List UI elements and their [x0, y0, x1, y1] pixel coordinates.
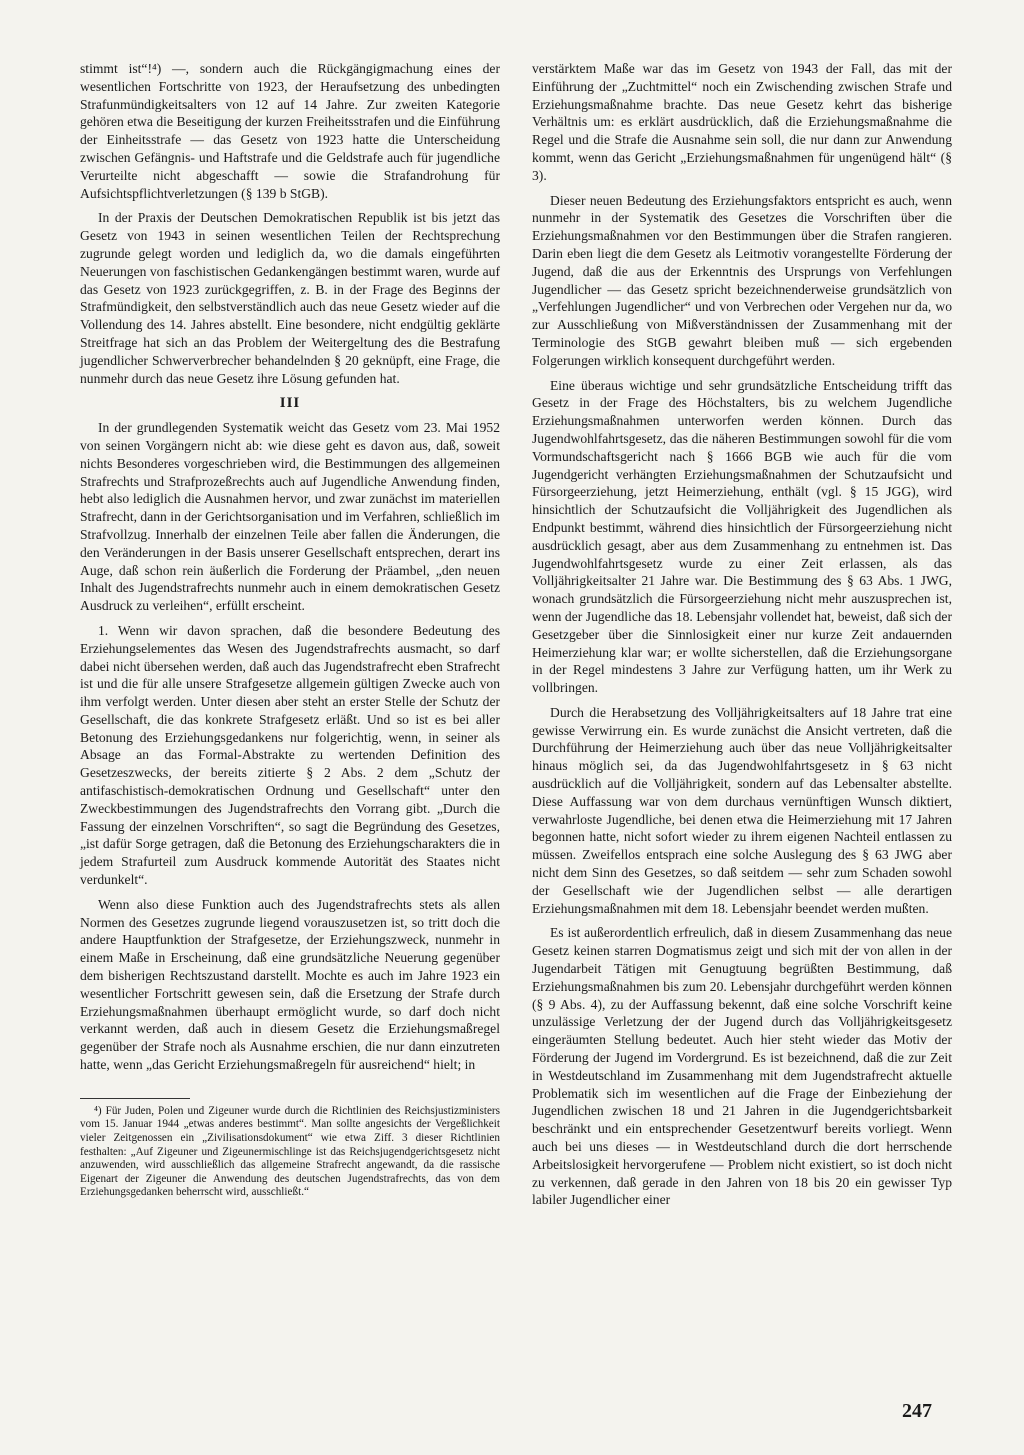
page-number: 247 — [902, 1400, 932, 1422]
paragraph: verstärktem Maße war das im Gesetz von 1943 der Fall, das mit der Einführung der „Zuchtmittel“ noch ein Zwischending zwischen Strafe und Erziehungsmaßnahme brachte. Das neue Gesetz kehrt das bisherige Verhältnis um: es erklärt ausdrücklich, daß die Erziehungsmaßnahme die Regel und die Strafe die Ausnahme sein soll, die nur dann zur Anwendung kommt, wenn das Gericht „Erziehungsmaßnahmen für ungenügend hält“ (§ 3). — [532, 61, 952, 183]
paragraph: In der Praxis der Deutschen Demokratischen Republik ist bis jetzt das Gesetz von 1943 in seinen wesentlichen Teilen der Rechtsprechung zugrunde gelegt worden und lediglich da, wo die damals eingeführten Neuerungen von faschistischen Gedankengängen bestimmt waren, wurde auf das Gesetz von 1923 zurückgegriffen, z. B. in der Frage des Beginns der Strafmündigkeit, den selbstverständlich auch das neue Gesetz wieder auf die Vollendung des 14. Jahres abstellt. Eine besondere, nicht endgültig geklärte Streitfrage hat sich an das Problem der Weitergeltung des die Bestrafung jugendlicher Schwerverbrecher behandelnden § 20 geknüpft, eine Frage, die nunmehr durch das neue Gesetz ihre Lösung gefunden hat. — [80, 210, 500, 386]
text-columns — [80, 60, 952, 1216]
footnote-text: ⁴) Für Juden, Polen und Zigeuner wurde durch die Richtlinien des Reichsjustizministers vom 15. Januar 1944 „etwas anderes bestimmt“. Man sollte angesichts der Vergeßlichkeit vieler Zeitgenossen ein „Zivilisationsdokument“ wie etwa Ziff. 3 dieser Richtlinien festhalten: „Auf Zigeuner und Zigeunermischlinge ist das Reichsjugendgerichtsgesetz nicht anzuwenden, wird ausschließlich das allgemeine Strafrecht angewandt, da die rassische Eigenart der Zigeuner die Anwendung des deutschen Jugendstrafrechts, das von dem Erziehungsgedanken beherrscht wird, ausschließt.“ — [80, 1104, 500, 1199]
paragraph: Es ist außerordentlich erfreulich, daß in diesem Zusammenhang das neue Gesetz keinen starren Dogmatismus zeigt und sich mit der von allen in der Jugendarbeit Tätigen mit Genugtuung begrüßten Bestimmung, daß Erziehungsmaßnahmen bis zum 20. Lebensjahr durchgeführt werden können (§ 9 Abs. 4), zu der Auffassung bekennt, daß eine solche Vorschrift keine unzulässige Verletzung der der Jugend durch das Volljährigkeitsgesetz eingeräumten Stellung bedeutet. Auch hier steht wieder das Motiv der Förderung der Jugend im Vordergrund. Es ist bezeichnend, daß die zur Zeit in Westdeutschland im Zusammenhang mit dem Jugendstrafrecht aktuelle Problematik sich im wesentlichen auf die Frage der Einbeziehung der Jugendlichen zwischen 18 und 21 Jahren in die Jugendgerichtsbarkeit beschränkt und ein entsprechender Gesetzentwurf bereits vorliegt. Wenn auch bei uns dieses — in Westdeutschland durch die dort herrschende Arbeitslosigkeit hervorgerufene — Problem nicht existiert, so ist doch nicht zu verkennen, daß gerade in den Jahren von 18 bis 20 ein gewisser Typ labiler Jugendlicher einer — [532, 925, 952, 1208]
paragraph: stimmt ist“!⁴) —, sondern auch die Rückgängigmachung eines der wesentlichen Fortschritte von 1923, der Heraufsetzung des unbedingten Strafunmündigkeitsalters von 12 auf 14 Jahre. Zur zweiten Kategorie gehören etwa die Beseitigung der kurzen Freiheitsstrafen und die Einführung der Einheitsstrafe — das Gesetz von 1923 hatte die Unterscheidung zwischen Gefängnis- und Haftstrafe und die Geldstrafe auch für jugendliche Verurteilte nicht abgeschafft — sowie die Strafandrohung für Aufsichtspflichtverletzungen (§ 139 b StGB). — [80, 61, 500, 201]
paragraph: In der grundlegenden Systematik weicht das Gesetz vom 23. Mai 1952 von seinen Vorgängern nicht ab: wie diese geht es davon aus, daß, soweit nichts Besonderes vorgeschrieben wird, die Bestimmungen des allgemeinen Strafrechts und Strafprozeßrechts auch auf Jugendliche Anwendung finden, hebt also lediglich die Ausnahmen hervor, und zwar zunächst im materiellen Strafrecht, dann in der Gerichtsorganisation und im Verfahren, schließlich im Strafvollzug. Innerhalb der einzelnen Teile aber fallen die Änderungen, die den Veränderungen in der Basis unserer Gesellschaft entsprechen, derart ins Auge, daß schon rein äußerlich die Forderung der Präambel, „den neuen Inhalt des Jugendstrafrechts nunmehr auch in einem demokratischen Gesetz Ausdruck zu verleihen“, erfüllt erscheint. — [80, 420, 500, 614]
paragraph: Wenn also diese Funktion auch des Jugendstrafrechts stets als allen Normen des Gesetzes zugrunde liegend vorauszusetzen ist, so tritt doch die andere Hauptfunktion der Strafgesetze, der Erziehungszweck, nunmehr in einem Maße in Erscheinung, daß eine grundsätzliche Neuerung gegenüber dem bisherigen Rechtszustand darstellt. Mochte es auch im Jahre 1923 ein wesentlicher Fortschritt gewesen sein, daß die Ersetzung der Strafe durch Erziehungsmaßnahmen überhaupt ermöglicht wurde, so darf doch nicht verkannt werden, daß auch in diesem Gesetz die Erziehungsmaßregel gegenüber der Strafe noch als Ausnahme erschien, die nur dann einzutreten hatte, wenn „das Gericht Erziehungsmaßregeln für ausreichend“ hielt; in — [80, 896, 500, 1073]
footnote — [80, 1105, 500, 1200]
left-column — [80, 60, 500, 1216]
paragraph: Durch die Herabsetzung des Volljährigkeitsalters auf 18 Jahre trat eine gewisse Verwirrung ein. Es wurde zunächst die Ansicht vertreten, daß die Durchführung der Heimerziehung auch über das neue Volljährigkeitsalter hinaus möglich sei, da das Jugendwohlfahrtsgesetz in § 63 nicht ausdrücklich auf die Volljährigkeit, sondern auf das Lebensalter abstellte. Diese Auffassung war von dem durchaus vernünftigen Wunsch diktiert, verwahrloste Jugendliche, bei denen etwa die Heimerziehung mit 17 Jahren begonnen hatte, nicht sofort wieder zu ihrem eigenen Nachteil entlassen zu müssen. Zweifellos entsprach eine solche Auslegung des § 63 JWG aber nicht dem Sinn des Gesetzes, so daß seitdem — sehr zum Schaden sowohl der Gesellschaft wie der Jugendlichen selbst — alle derartigen Erziehungsmaßnahmen mit dem 18. Lebensjahr beendet werden mußten. — [532, 704, 952, 916]
section-heading: III — [279, 395, 301, 412]
footnote-divider — [80, 1098, 190, 1099]
paragraph: 1. Wenn wir davon sprachen, daß die besondere Bedeutung des Erziehungselementes das Wesen des Jugendstrafrechts ausmacht, so darf dabei nicht übersehen werden, daß auch das Jugendstrafrecht eben Strafrecht ist und die für alle unsere Strafgesetze allgemein gültigen Zwecke auch von ihm verfolgt werden. Unter diesen aber steht an erster Stelle der Schutz der Gesellschaft, die das konkrete Strafgesetz erläßt. Und so ist es bei aller Betonung des Erziehungsgedankens nur folgerichtig, wenn, in seiner als Absage an das Formal-Abstrakte zu wertenden Definition des Gesetzeszwecks, der bereits zitierte § 2 Abs. 2 dem „Schutz der antifaschistisch-demokratischen Ordnung und Gesellschaft“ unter den Zweckbestimmungen des Jugendstrafrechts den Vorrang gibt. „Durch die Fassung der einzelnen Vorschriften“, so sagt die Begründung des Gesetzes, „ist dafür Sorge getragen, daß die Betonung des Erziehungscharakters die in jedem Strafurteil zum Ausdruck kommende Autorität des Staates nicht verdunkelt“. — [80, 622, 500, 888]
paragraph: Dieser neuen Bedeutung des Erziehungsfaktors entspricht es auch, wenn nunmehr in der Systematik des Gesetzes die Vorschriften über die Erziehungsmaßnahmen vor den Bestimmungen über die Strafen rangieren. Darin eben liegt die dem Gesetz als Leitmotiv vorangestellte Förderung der Jugend, daß die aus der Erkenntnis des Ursprungs von Verfehlungen Jugendlicher — das Gesetz spricht bezeichnenderweise grundsätzlich von „Verfehlungen Jugendlicher“ und von Verbrechen oder Vergehen nur da, wo zur Ausschließung von Mißverständnissen der Zusammenhang mit der Terminologie des StGB gewahrt bleiben muß — sich ergebenden Folgerungen wirklich konsequent durchgeführt werden. — [532, 192, 952, 368]
paragraph: Eine überaus wichtige und sehr grundsätzliche Entscheidung trifft das Gesetz in der Frage des Höchstalters, bis zu welchem Jugendliche Erziehungsmaßnahmen unterworfen werden können. Durch das Jugendwohlfahrtsgesetz, das die näheren Bestimmungen sowohl für die vom Vormundschaftsgericht nach § 1666 BGB wie auch für die vom Jugendgericht verhängten Erziehungsmaßnahmen der Schutzaufsicht und Fürsorgeerziehung, jetzt Heimerziehung, enthält (vgl. § 15 JGG), wird hinsichtlich der Schutzaufsicht die Volljährigkeit des Jugendlichen als Endpunkt bestimmt, während dies hinsichtlich der Fürsorgeerziehung nicht ausdrücklich gesagt, aber aus dem Zusammenhang zu entnehmen ist. Das Jugendwohlfahrtsgesetz wurde zu einer Zeit erlassen, als das Volljährigkeitsalter 21 Jahre war. Die Bestimmung des § 63 Abs. 1 JWG, wonach grundsätzlich die Fürsorgeerziehung nicht mehr auszusprechen ist, wenn der Jugendliche das 18. Lebensjahr vollendet hat, beweist, daß sich der Gesetzgeber über die Sinnlosigkeit einer nur kurze Zeit andauernden Heimerziehung klar war; er wollte sicherstellen, daß die Erziehungsorgane in der Regel mindestens 3 Jahre zur Verfügung hatten, um ihr Werk zu vollbringen. — [532, 377, 952, 696]
right-column — [532, 60, 952, 1216]
